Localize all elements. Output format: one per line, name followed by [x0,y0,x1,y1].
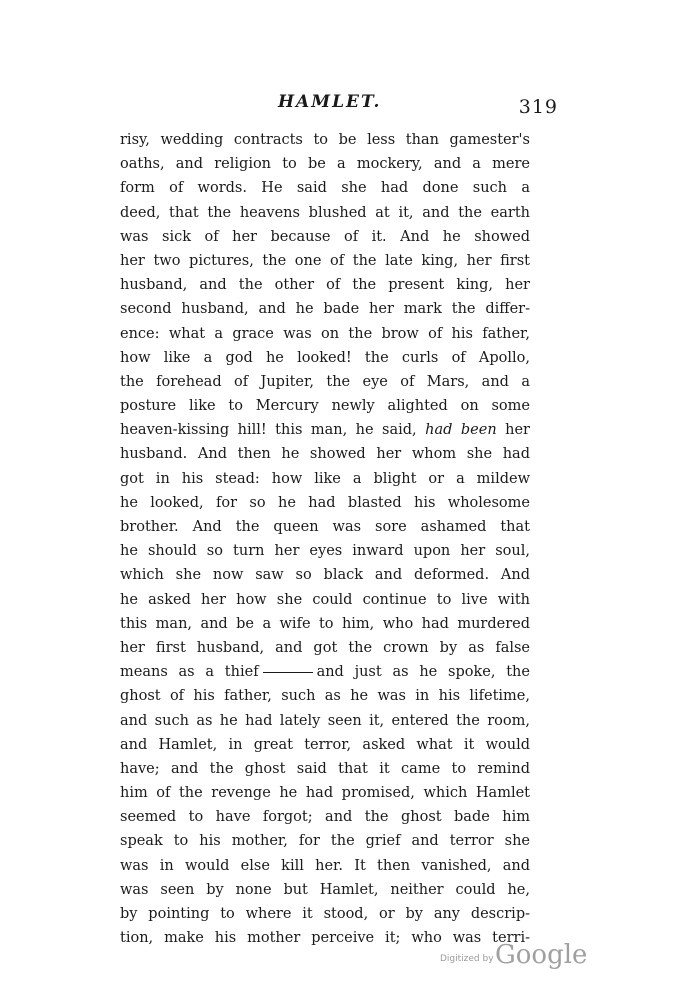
text-line: was seen by none but Hamlet, neither could he, [120,881,530,898]
text-line: risy, wedding contracts to be less than gamester's [120,132,530,148]
text-line: he should so turn her eyes inward upon her soul, [120,543,530,560]
text-segment: heaven-kissing hill! this man, he said, [120,422,417,439]
text-line: posture like to Mercury newly alighted on some [120,398,530,415]
text-segment: and just as he spoke, the [316,664,530,681]
text-line: speak to his mother, for the grief and terror she [120,833,530,850]
text-line: how like a god he looked! the curls of Apollo, [120,349,530,366]
italic-phrase: had been [425,422,497,439]
text-line: seemed to have forgot; and the ghost bade him [120,809,530,826]
digitized-by-label: Digitized by [440,954,494,964]
text-line: brother. And the queen was sore ashamed that [120,519,530,535]
text-line: the forehead of Jupiter, the eye of Mars, and a [120,373,530,390]
text-line: oaths, and religion to be a mockery, and a mere [120,156,530,173]
text-line: form of words. He said she had done such a [120,180,530,197]
text-line: have; and the ghost said that it came to remind [120,760,530,777]
text-segment: means as a thief [120,664,259,681]
text-segment: her [505,422,530,439]
text-line: husband, and the other of the present king, her [120,277,530,294]
text-line: husband. And then he showed her whom she had [120,446,530,463]
running-title: HAMLET. [278,92,382,112]
text-line: him of the revenge he had promised, which Hamlet [120,785,530,802]
text-line: her first husband, and got the crown by as false [120,639,530,656]
text-line: tion, make his mother perceive it; who was terri- [120,930,530,947]
text-line: second husband, and he bade her mark the differ- [120,301,530,318]
text-line: was sick of her because of it. And he showed [120,228,530,245]
em-dash-rule [263,672,313,673]
body-text [120,128,530,950]
text-line: deed, that the heavens blushed at it, and the earth [120,204,530,221]
text-line: was in would else kill her. It then vanished, and [120,857,530,874]
text-line: he looked, for so he had blasted his wholesome [120,494,530,511]
text-line: got in his stead: how like a blight or a mildew [120,470,530,487]
google-watermark [440,940,610,976]
text-line: ghost of his father, such as he was in his lifetime, [120,688,530,705]
text-line-with-dash [120,660,530,684]
text-line: ence: what a grace was on the brow of his father, [120,325,530,342]
text-line: and such as he had lately seen it, entered the room, [120,712,530,729]
text-line: this man, and be a wife to him, who had murdered [120,615,530,632]
text-line: he asked her how she could continue to live with [120,591,530,608]
page-number: 319 [518,96,558,118]
google-logo: Google [495,940,588,970]
text-line: by pointing to where it stood, or by any descrip- [120,906,530,922]
page-header [278,92,558,118]
text-line: and Hamlet, in great terror, asked what it would [120,736,530,753]
text-line-italic-phrase [120,418,530,442]
text-line: which she now saw so black and deformed. And [120,567,530,584]
text-line: her two pictures, the one of the late king, her first [120,252,530,269]
